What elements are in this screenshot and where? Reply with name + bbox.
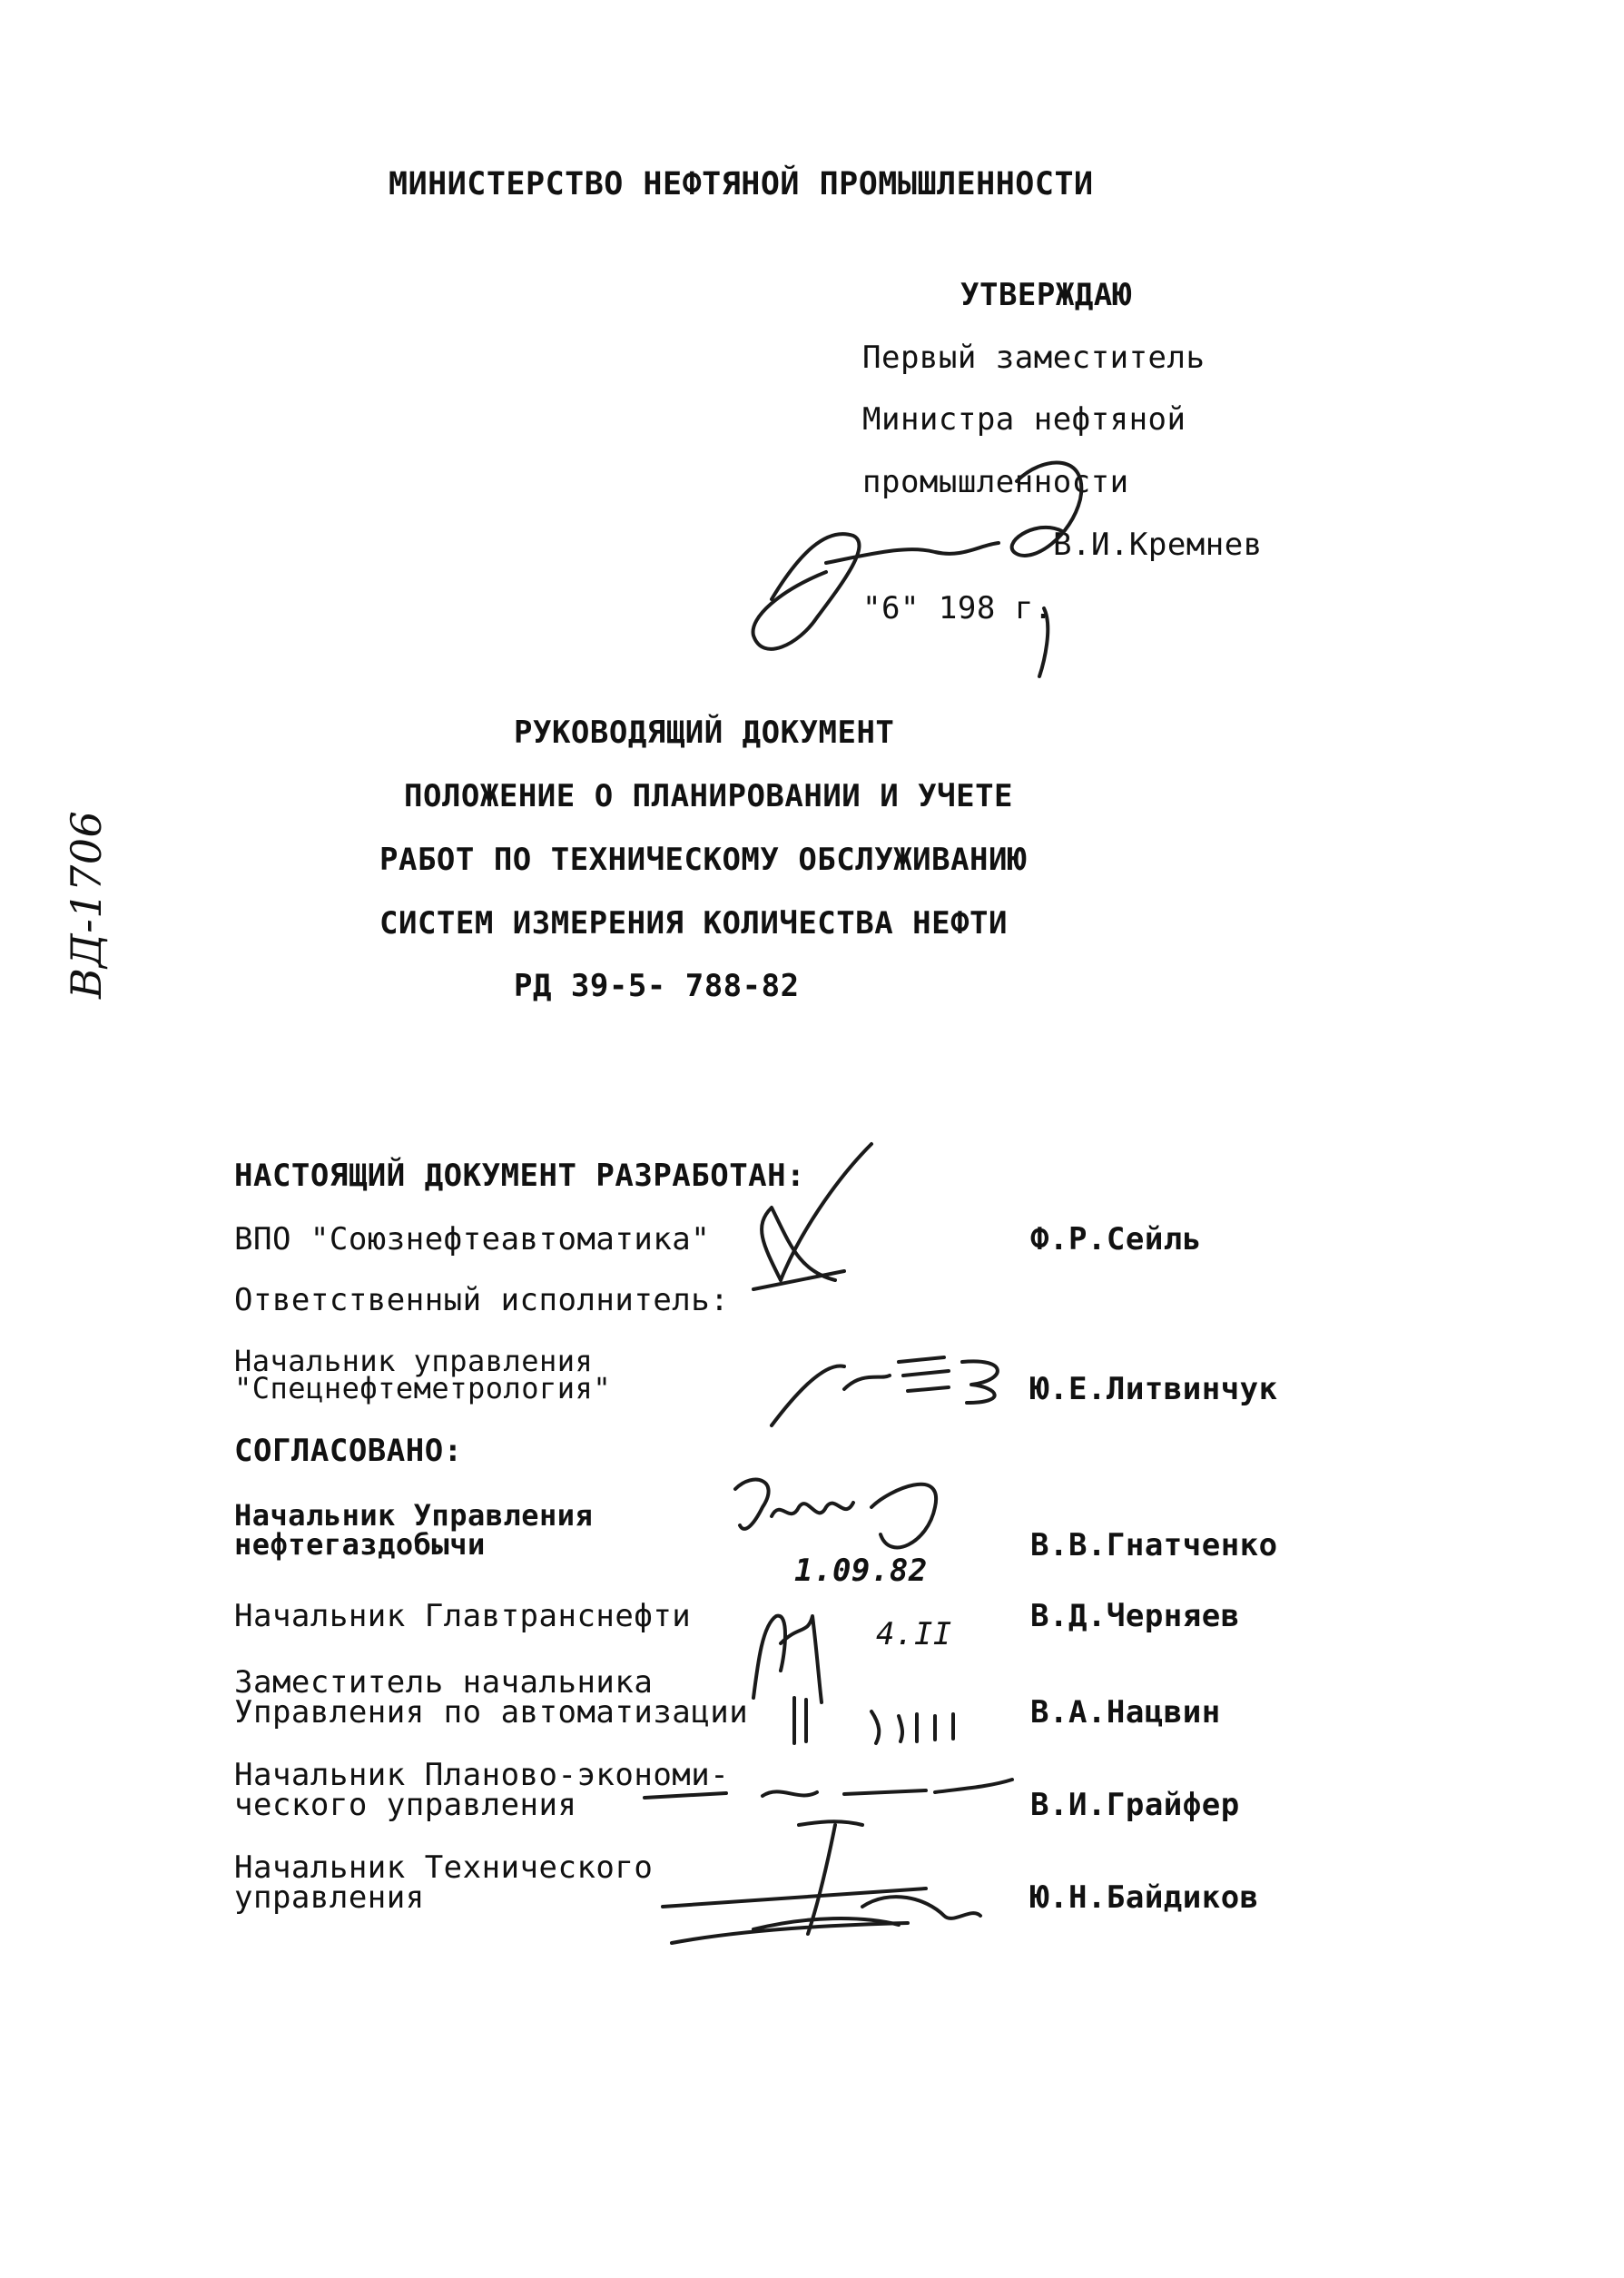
head-person: Ю.Е.Литвинчук	[1030, 1371, 1278, 1407]
agreed-row-person: В.Д.Черняев	[1030, 1598, 1240, 1634]
head-signature	[763, 1335, 1017, 1438]
approval-line-3: промышленности	[862, 464, 1129, 500]
title-line-3: СИСТЕМ ИЗМЕРЕНИЯ КОЛИЧЕСТВА НЕФТИ	[379, 905, 1009, 942]
ministry-header: МИНИСТЕРСТВО НЕФТЯНОЙ ПРОМЫШЛЕННОСТИ	[389, 166, 1094, 202]
agreed-row-line-2: нефтегаздобычи	[234, 1527, 486, 1562]
agreed-signature-5	[654, 1816, 999, 1965]
head-line-2: "Спецнефтеметрология"	[234, 1371, 612, 1405]
agreed-signature-3	[790, 1689, 989, 1756]
approval-line-1: Первый заместитель	[862, 340, 1206, 376]
developed-heading: НАСТОЯЩИЙ ДОКУМЕНТ РАЗРАБОТАН:	[234, 1158, 806, 1194]
agreed-row-line-1: Начальник Технического	[234, 1849, 654, 1886]
developer-signature	[726, 1144, 908, 1329]
developer-org: ВПО "Союзнефтеавтоматика"	[234, 1221, 711, 1257]
agreed-heading: СОГЛАСОВАНО:	[234, 1433, 463, 1469]
document-type: РУКОВОДЯЩИЙ ДОКУМЕНТ	[514, 715, 895, 751]
agreed-row-person: В.В.Гнатченко	[1030, 1527, 1278, 1563]
agreed-signature-1	[726, 1471, 980, 1574]
title-line-1: ПОЛОЖЕНИЕ О ПЛАНИРОВАНИИ И УЧЕТЕ	[404, 778, 1014, 814]
agreed-row-line-1: Начальник Планово-экономи-	[234, 1757, 730, 1793]
title-line-2: РАБОТ ПО ТЕХНИЧЕСКОМУ ОБСЛУЖИВАНИЮ	[379, 842, 1027, 878]
responsible-label: Ответственный исполнитель:	[234, 1282, 730, 1318]
agreed-row-person: В.И.Грайфер	[1030, 1787, 1240, 1823]
approval-line-2: Министра нефтяной	[862, 401, 1186, 438]
agreed-row-date: 4.II	[876, 1616, 952, 1652]
agreed-row-date: 1.09.82	[794, 1553, 928, 1589]
approval-heading: УТВЕРЖДАЮ	[960, 277, 1132, 313]
agreed-row-line-2: Управления по автоматизации	[234, 1694, 749, 1731]
agreed-signature-4	[626, 1770, 1017, 1810]
agreed-row-line-1: Начальник Главтранснефти	[234, 1598, 692, 1634]
head-line-1: Начальник управления	[234, 1344, 594, 1378]
agreed-row-line-2: управления	[234, 1879, 425, 1916]
minister-signature	[744, 445, 1126, 685]
approval-name: В.И.Кремнев	[1053, 527, 1263, 563]
agreed-row-line-1: Заместитель начальника	[234, 1664, 654, 1701]
margin-note: ВД-1706	[62, 810, 111, 999]
agreed-row-line-2: ческого управления	[234, 1787, 577, 1823]
approval-date: "6" 198 г.	[862, 590, 1053, 626]
agreed-row-person: Ю.Н.Байдиков	[1030, 1879, 1259, 1916]
document-code: РД 39-5- 788-82	[514, 968, 800, 1004]
agreed-row-person: В.А.Нацвин	[1030, 1694, 1221, 1731]
agreed-row-line-1: Начальник Управления	[234, 1498, 594, 1533]
developer-org-person: Ф.Р.Сейль	[1030, 1221, 1202, 1257]
